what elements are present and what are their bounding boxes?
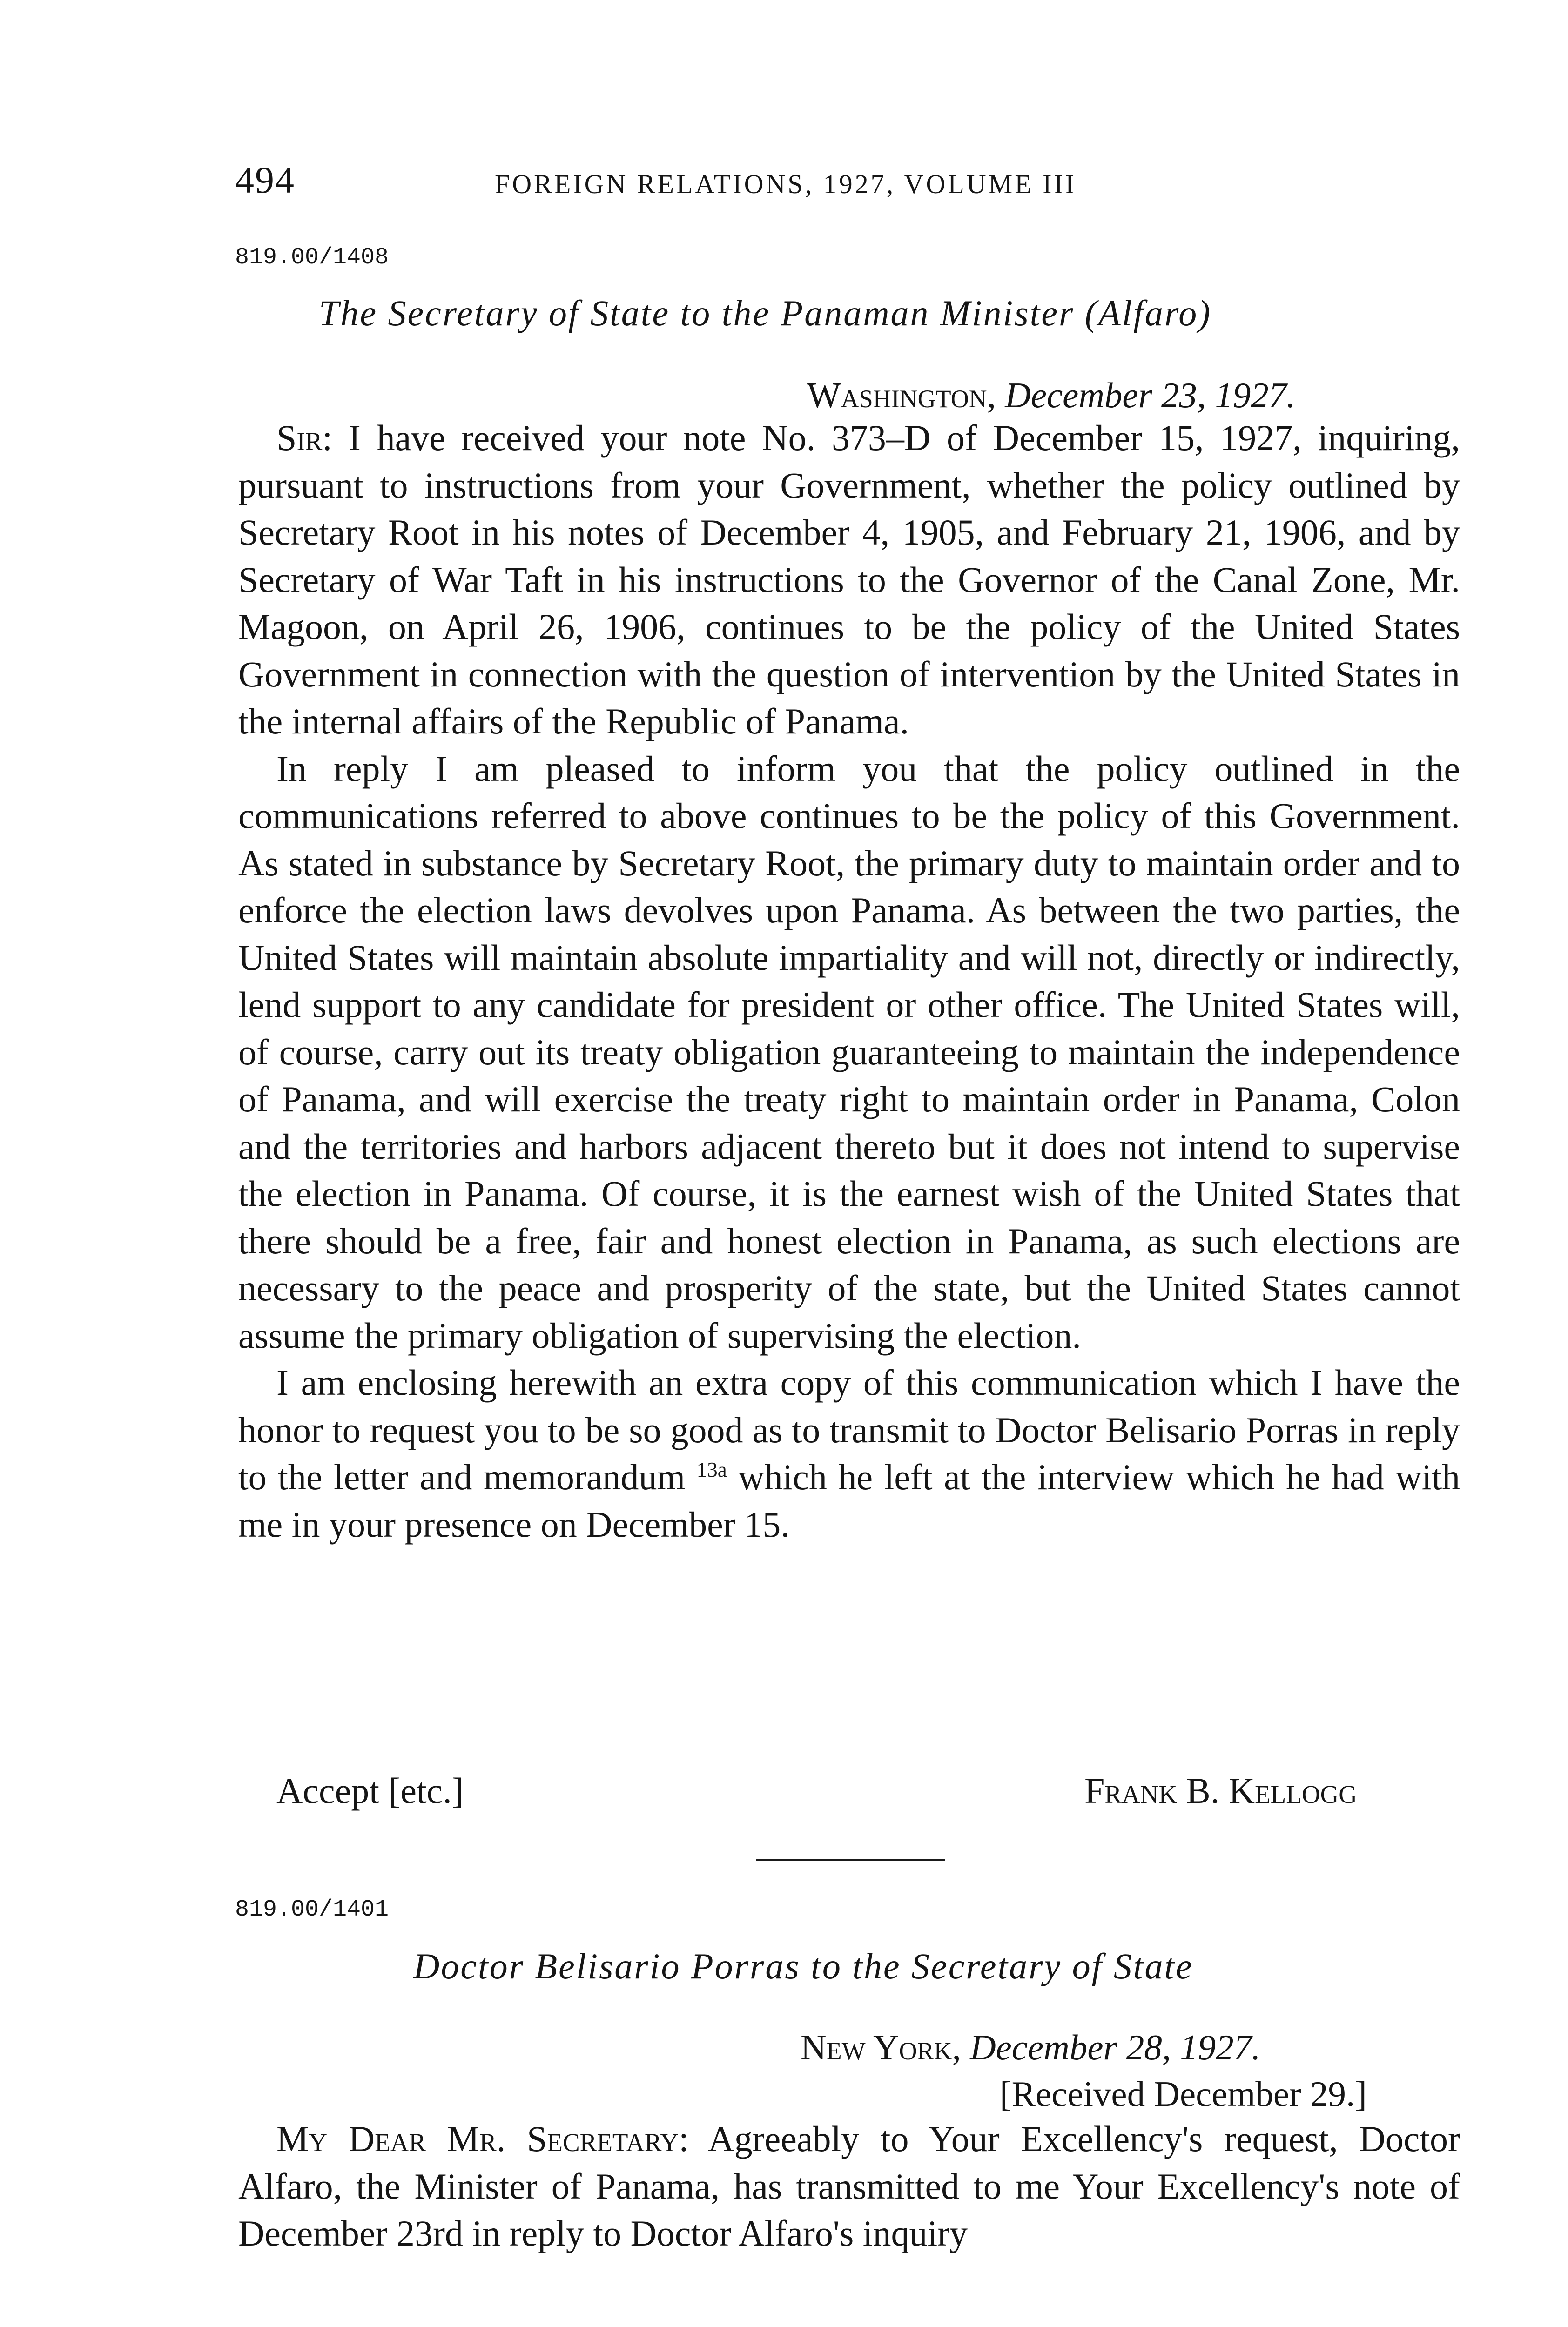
dateline-place-2: New York, [801, 2027, 961, 2067]
paragraph-3-end: which he left at the interview which he had with me in your presence on December 15. [238, 1457, 1460, 1545]
document-heading-1: The Secretary of State to the Panaman Minister (Alfaro) [319, 293, 1212, 333]
closing-1: Accept [etc.] [276, 1770, 464, 1811]
dateline-2 [801, 2027, 1260, 2068]
paragraph-1-text: I have received your note No. 373–D of December 15, 1927, inquiring, pursuant to instructions from your Government, whether the policy outlined by Secretary Root in his notes of December 4, 1905, and February 21, 1906, and by Secretary of War Taft in his instructions to the Governor of the Canal Zone, Mr. Magoon, on April 26, 1906, continues to be the policy of the United States Government in connection with the question of intervention by the United States in the internal affairs of the Republic of Panama. [238, 417, 1460, 741]
received-date: [Received December 29.] [1000, 2074, 1367, 2114]
file-number-1: 819.00/1408 [235, 244, 389, 271]
separator-rule [756, 1859, 945, 1861]
running-title: FOREIGN RELATIONS, 1927, VOLUME III [495, 169, 1077, 199]
dateline-date-2: December 28, 1927. [970, 2027, 1261, 2067]
paragraph-1 [238, 414, 1460, 745]
footnote-reference: 13a [696, 1458, 727, 1481]
paragraph-3-text: I am enclosing herewith an extra copy of this communication which I have the honor to request you to be so good as to transmit to Doctor Belisario Porras in reply to the letter and memorandum [238, 1362, 1460, 1497]
dateline-date-1: December 23, 1927. [1005, 375, 1296, 415]
salutation-1: Sir: [276, 417, 333, 458]
letter-body-1 [238, 414, 1460, 1548]
dateline-place-1: Washington, [807, 375, 996, 415]
paragraph-4-text: Agreeably to Your Excellency's request, Doctor Alfaro, the Minister of Panama, has transmitted to me Your Excellency's note of December 23rd in reply to Doctor Alfaro's inquiry [238, 2119, 1460, 2253]
document-heading-2: Doctor Belisario Porras to the Secretary of State [413, 1946, 1193, 1986]
paragraph-3 [238, 1359, 1460, 1548]
letter-body-2 [238, 2115, 1460, 2257]
signature-1: Frank B. Kellogg [1084, 1770, 1358, 1811]
dateline-1 [807, 375, 1296, 416]
page-number: 494 [235, 159, 295, 201]
paragraph-4 [238, 2115, 1460, 2257]
paragraph-2: In reply I am pleased to inform you that the policy outlined in the communications referred to above continues to be the policy of this Government. As stated in substance by Secretary Root, the primary duty to maintain order and to enforce the election laws devolves upon Panama. As between the two parties, the United States will maintain absolute impartiality and will not, directly or indirectly, lend support to any candidate for president or other office. The United States will, of course, carry out its treaty obligation guaranteeing to maintain the independence of Panama, and will exercise the treaty right to maintain order in Panama, Colon and the territories and harbors adjacent thereto but it does not intend to supervise the election in Panama. Of course, it is the earnest wish of the United States that there should be a free, fair and honest election in Panama, as such elections are necessary to the peace and prosperity of the state, but the United States cannot assume the primary obligation of supervising the election. [238, 748, 1460, 1356]
salutation-2: My Dear Mr. Secretary: [276, 2119, 689, 2159]
file-number-2: 819.00/1401 [235, 1897, 389, 1923]
